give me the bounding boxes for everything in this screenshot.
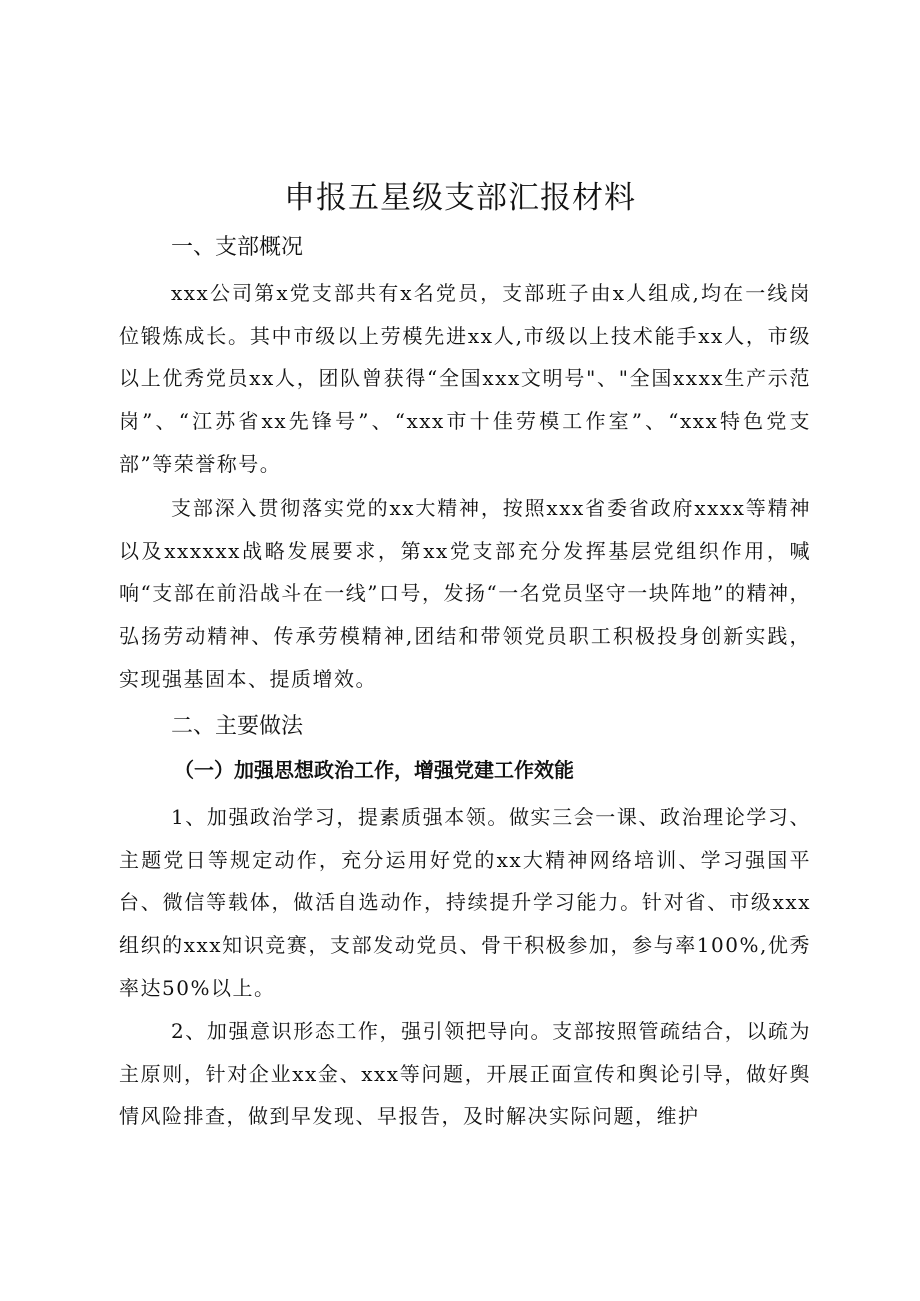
section-heading-overview: 一、支部概况 — [171, 235, 304, 260]
paragraph-practice-2: 2、加强意识形态工作，强引领把导向。支部按照管疏结合，以疏为主原则，针对企业xx金、xxx等问题，开展正面宣传和舆论引导，做好舆情风险排查，做到早发现、早报告，及时解决实际问题，维护 — [119, 1019, 811, 1129]
document-title: 申报五星级支部汇报材料 — [284, 180, 636, 216]
paragraph-overview-1: xxx公司第x党支部共有x名党员，支部班子由x人组成,均在一线岗位锻炼成长。其中市级以上劳模先进xx人,市级以上技术能手xx人，市级以上优秀党员xx人，团队曾获得“全国xxx文明号"、"全国xxxx生产示范岗”、“江苏省xx先锋号”、“xxx市十佳劳模工作室”、“xxx特色党支部”等荣誉称号。 — [119, 281, 811, 476]
paragraph-overview-2: 支部深入贯彻落实党的xx大精神，按照xxx省委省政府xxxx等精神以及xxxxxx战略发展要求，第xx党支部充分发挥基层党组织作用，喊响“支部在前沿战斗在一线”口号，发扬“一名党员坚守一块阵地”的精神，弘扬劳动精神、传承劳模精神,团结和带领党员职工积极投身创新实践，实现强基固本、提质增效。 — [119, 496, 811, 691]
paragraph-practice-1: 1、加强政治学习，提素质强本领。做实三会一课、政治理论学习、主题党日等规定动作，充分运用好党的xx大精神网络培训、学习强国平台、微信等载体，做活自选动作，持续提升学习能力。针对省、市级xxx组织的xxx知识竞赛，支部发动党员、骨干积极参加，参与率100%,优秀率达50%以上。 — [119, 805, 811, 1000]
subsection-heading-ideology: （一）加强思想政治工作，增强党建工作效能 — [174, 758, 574, 782]
section-heading-practices: 二、主要做法 — [171, 714, 304, 739]
